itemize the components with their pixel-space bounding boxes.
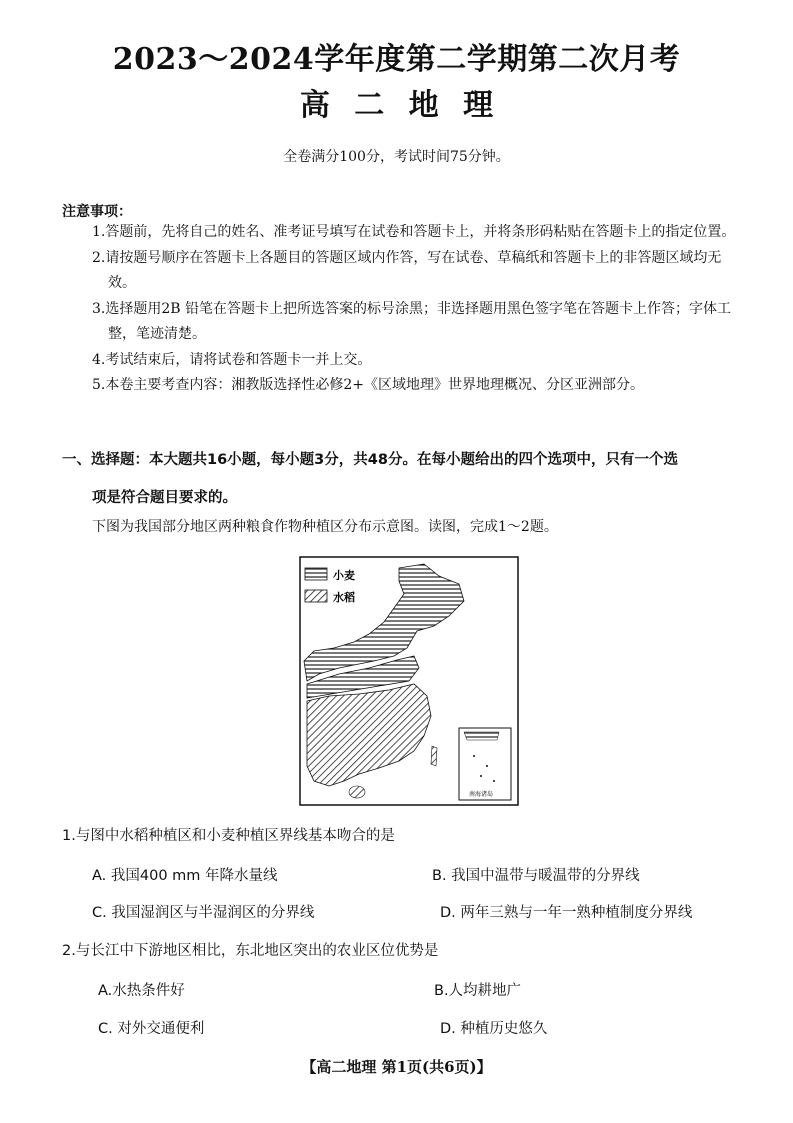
notice-item: 1.答题前，先将自己的姓名、准考证号填写在试卷和答题卡上，并将条形码粘贴在答题卡上的指定位置。: [92, 224, 736, 240]
question-2-option-a: A.水热条件好: [98, 983, 185, 999]
exam-subject: 高 二 地 理: [299, 88, 494, 123]
notice-item: 2.请按题号顺序在答题卡上各题目的答题区域内作答，写在试卷、草稿纸和答题卡上的非答题区域均无效。: [92, 249, 722, 291]
question-1-stem: 1.与图中水稻种植区和小麦种植区界线基本吻合的是: [62, 828, 395, 844]
notice-item: 4.考试结束后，请将试卷和答题卡一并上交。: [92, 351, 372, 368]
section-heading-line1: 一、选择题：本大题共16小题，每小题3分，共48分。在每小题给出的四个选项中，只有一个选: [62, 452, 678, 468]
question-1-option-c: C. 我国湿润区与半湿润区的分界线: [92, 905, 315, 921]
notice-item: 3.选择题用2B 铅笔在答题卡上把所选答案的标号涂黑；非选择题用黑色签字笔在答题卡上作答；字体工整，笔迹清楚。: [92, 300, 732, 342]
score-info: 全卷满分100分，考试时间75分钟。: [283, 149, 510, 165]
question-intro: 下图为我国部分地区两种粮食作物种植区分布示意图。读图，完成1～2题。: [92, 519, 558, 535]
section-heading: [62, 441, 742, 517]
question-1-option-b: B. 我国中温带与暖温带的分界线: [432, 868, 640, 884]
notice-heading: 注意事项：: [62, 204, 132, 220]
question-1-option-d: D. 两年三熟与一年一熟种植制度分界线: [440, 905, 693, 921]
legend-wheat: 小麦: [333, 569, 355, 582]
notice-item: 5.本卷主要考查内容：湘教版选择性必修2+《区域地理》世界地理概况、分区亚洲部分。: [92, 377, 644, 393]
page-footer: 【高二地理 第1页(共6页)】: [301, 1058, 492, 1076]
question-2-stem: 2.与长江中下游地区相比，东北地区突出的农业区位优势是: [62, 943, 439, 959]
notice-list: [92, 220, 742, 399]
section-heading-line2: 项是符合题目要求的。: [92, 490, 237, 506]
question-1-option-a: A. 我国400 mm 年降水量线: [92, 868, 278, 884]
question-2-option-c: C. 对外交通便利: [98, 1021, 205, 1037]
legend-rice: 水稻: [333, 591, 355, 604]
question-2-option-b: B.人均耕地广: [434, 983, 522, 999]
inset-label: 南海诸岛: [469, 791, 494, 798]
exam-title: 2023～2024学年度第二学期第二次月考: [112, 42, 681, 77]
question-2-option-d: D. 种植历史悠久: [440, 1021, 548, 1037]
crop-distribution-map: [299, 556, 519, 806]
